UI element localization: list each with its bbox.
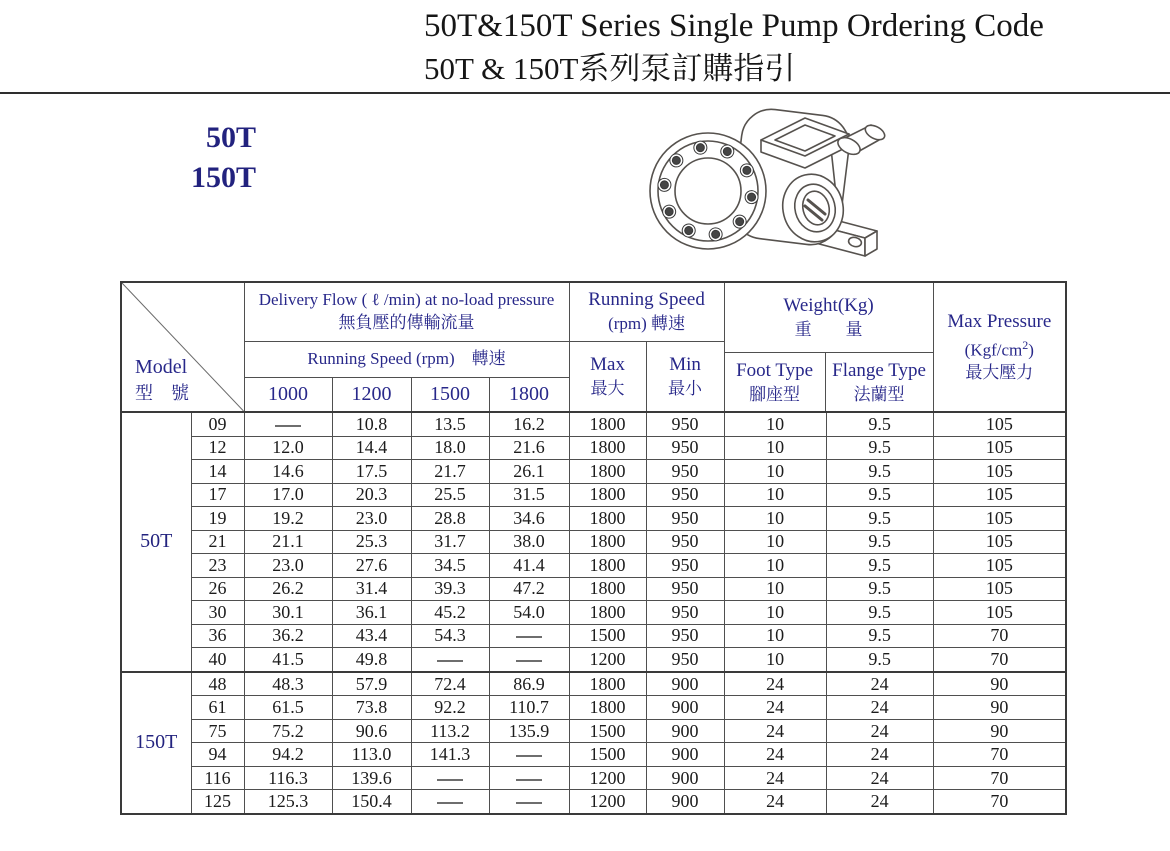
cell-weight-flange: 9.5	[826, 648, 933, 672]
cell-max-pressure: 105	[933, 577, 1066, 601]
cell-flow-1000: 19.2	[244, 507, 332, 531]
cell-flow-1000: 12.0	[244, 436, 332, 460]
cell-max-pressure: 70	[933, 766, 1066, 790]
cell-flow-1000: 36.2	[244, 624, 332, 648]
no-value-dash	[516, 802, 542, 804]
cell-weight-flange: 9.5	[826, 624, 933, 648]
cell-max-pressure: 105	[933, 554, 1066, 578]
cell-speed-min: 950	[646, 648, 724, 672]
cell-speed-max: 1500	[569, 719, 646, 743]
table-row	[121, 719, 1066, 743]
cell-flow-1500: 92.2	[411, 696, 489, 720]
flange-type-header: Flange Type 法蘭型	[832, 359, 926, 404]
page-title-zh: 50T & 150T系列泵訂購指引	[424, 51, 796, 86]
max-pressure-header: Max Pressure $(Kgf/cm^2)$ 最大壓力	[933, 282, 1066, 412]
cell-speed-max: 1800	[569, 577, 646, 601]
table-row	[121, 624, 1066, 648]
cell-model: 94	[191, 743, 244, 767]
cell-weight-foot: 10	[724, 624, 826, 648]
cell-model: 125	[191, 790, 244, 814]
cell-flow-1200: 20.3	[332, 483, 411, 507]
cell-flow-1800: 54.0	[489, 601, 569, 625]
cell-flow-1500: 13.5	[411, 412, 489, 436]
table-row	[121, 672, 1066, 696]
cell-max-pressure: 105	[933, 601, 1066, 625]
cell-flow-1200: 49.8	[332, 648, 411, 672]
cell-flow-1200: 31.4	[332, 577, 411, 601]
cell-max-pressure: 90	[933, 672, 1066, 696]
weight-header-cell	[724, 282, 933, 412]
cell-model: 09	[191, 412, 244, 436]
cell-max-pressure: 90	[933, 719, 1066, 743]
cell-weight-foot: 10	[724, 412, 826, 436]
cell-speed-min: 950	[646, 507, 724, 531]
cell-speed-min: 900	[646, 790, 724, 814]
cell-weight-foot: 10	[724, 507, 826, 531]
cell-speed-max: 1800	[569, 483, 646, 507]
speed-col-1200: 1200	[332, 377, 411, 412]
title-divider-rule	[0, 92, 1170, 94]
cell-weight-foot: 10	[724, 577, 826, 601]
cell-speed-max: 1200	[569, 766, 646, 790]
group-150t-rows	[121, 672, 1066, 814]
cell-speed-max: 1200	[569, 790, 646, 814]
table-row	[121, 554, 1066, 578]
cell-flow-1800: 86.9	[489, 672, 569, 696]
table-row	[121, 743, 1066, 767]
weight-header: Weight(Kg) 重 量	[725, 283, 933, 353]
cell-speed-max: 1500	[569, 743, 646, 767]
cell-flow-1200: 73.8	[332, 696, 411, 720]
pump-illustration	[633, 96, 913, 270]
cell-model: 14	[191, 460, 244, 484]
cell-speed-min: 950	[646, 436, 724, 460]
cell-speed-max: 1800	[569, 672, 646, 696]
cell-flow-1000: 125.3	[244, 790, 332, 814]
cell-flow-1800: 38.0	[489, 530, 569, 554]
cell-weight-flange: 24	[826, 672, 933, 696]
table-header	[121, 282, 1066, 412]
cell-flow-1500: 28.8	[411, 507, 489, 531]
max-pressure-unit: $(Kgf/cm^2)$	[964, 337, 1034, 360]
table-row	[121, 577, 1066, 601]
cell-speed-min: 950	[646, 601, 724, 625]
cell-weight-foot: 10	[724, 601, 826, 625]
cell-weight-foot: 24	[724, 719, 826, 743]
cell-flow-1500: 18.0	[411, 436, 489, 460]
cell-flow-1800: 47.2	[489, 577, 569, 601]
table-row	[121, 460, 1066, 484]
cell-flow-1800: 26.1	[489, 460, 569, 484]
cell-speed-min: 950	[646, 577, 724, 601]
cell-speed-max: 1800	[569, 696, 646, 720]
series-label	[188, 118, 256, 198]
cell-max-pressure: 70	[933, 790, 1066, 814]
group-label-150t: 150T	[121, 672, 191, 814]
cell-flow-1800: 34.6	[489, 507, 569, 531]
cell-model: 116	[191, 766, 244, 790]
no-value-dash	[516, 779, 542, 781]
cell-weight-foot: 10	[724, 648, 826, 672]
cell-flow-1000: 48.3	[244, 672, 332, 696]
spec-table	[120, 281, 1067, 815]
speed-col-1800: 1800	[489, 377, 569, 412]
cell-max-pressure: 105	[933, 460, 1066, 484]
cell-max-pressure: 70	[933, 648, 1066, 672]
cell-flow-1500: 72.4	[411, 672, 489, 696]
cell-weight-flange: 9.5	[826, 601, 933, 625]
flow-speed-subheader: Running Speed (rpm) 轉速	[244, 341, 569, 377]
speed-col-1500: 1500	[411, 377, 489, 412]
table-row	[121, 530, 1066, 554]
cell-weight-flange: 24	[826, 790, 933, 814]
cell-weight-foot: 10	[724, 436, 826, 460]
cell-flow-1200: 27.6	[332, 554, 411, 578]
table-row	[121, 790, 1066, 814]
cell-max-pressure: 105	[933, 412, 1066, 436]
cell-flow-1000: 94.2	[244, 743, 332, 767]
no-value-dash	[437, 660, 463, 662]
cell-flow-1200: 90.6	[332, 719, 411, 743]
foot-type-header: Foot Type 腳座型	[725, 353, 826, 411]
cell-model: 21	[191, 530, 244, 554]
cell-flow-1500: 21.7	[411, 460, 489, 484]
cell-model: 40	[191, 648, 244, 672]
table-row	[121, 507, 1066, 531]
series-label-150t: 150T	[190, 161, 256, 194]
cell-speed-min: 900	[646, 672, 724, 696]
cell-flow-1000: 41.5	[244, 648, 332, 672]
cell-speed-min: 950	[646, 554, 724, 578]
cell-flow-1200: 43.4	[332, 624, 411, 648]
no-value-dash	[516, 755, 542, 757]
cell-flow-1200: 150.4	[332, 790, 411, 814]
cell-flow-1500: 31.7	[411, 530, 489, 554]
cell-speed-max: 1800	[569, 554, 646, 578]
cell-speed-max: 1800	[569, 530, 646, 554]
table-row	[121, 412, 1066, 436]
cell-speed-min: 950	[646, 530, 724, 554]
cell-weight-foot: 24	[724, 696, 826, 720]
running-speed-header: Running Speed (rpm) 轉速	[569, 282, 724, 341]
cell-flow-1500: 45.2	[411, 601, 489, 625]
cell-weight-foot: 10	[724, 460, 826, 484]
no-value-dash	[437, 802, 463, 804]
cell-flow-1500: 141.3	[411, 743, 489, 767]
cell-flow-1000: 21.1	[244, 530, 332, 554]
cell-flow-1800	[489, 624, 569, 648]
cell-max-pressure: 105	[933, 530, 1066, 554]
cell-weight-flange: 9.5	[826, 483, 933, 507]
cell-speed-min: 900	[646, 743, 724, 767]
cell-model: 23	[191, 554, 244, 578]
cell-weight-flange: 9.5	[826, 554, 933, 578]
cell-flow-1800	[489, 790, 569, 814]
cell-max-pressure: 90	[933, 696, 1066, 720]
cell-flow-1200: 36.1	[332, 601, 411, 625]
group-label-50t: 50T	[121, 412, 191, 672]
cell-model: 12	[191, 436, 244, 460]
page-title	[424, 6, 1044, 88]
model-header-cell	[121, 282, 244, 412]
cell-max-pressure: 105	[933, 507, 1066, 531]
delivery-flow-header: Delivery Flow ( ℓ /min) at no-load pressure 無負壓的傳輸流量	[244, 282, 569, 341]
speed-col-1000: 1000	[244, 377, 332, 412]
cell-flow-1800: 16.2	[489, 412, 569, 436]
no-value-dash	[437, 779, 463, 781]
cell-weight-foot: 24	[724, 790, 826, 814]
cell-flow-1800	[489, 766, 569, 790]
cell-flow-1000	[244, 412, 332, 436]
series-label-50t: 50T	[205, 121, 256, 154]
cell-flow-1200: 23.0	[332, 507, 411, 531]
cell-weight-flange: 24	[826, 743, 933, 767]
cell-flow-1500	[411, 648, 489, 672]
model-header-label: Model 型 號	[135, 356, 189, 403]
table-row	[121, 648, 1066, 672]
table-row	[121, 766, 1066, 790]
table-row	[121, 696, 1066, 720]
cell-flow-1200: 139.6	[332, 766, 411, 790]
cell-speed-max: 1500	[569, 624, 646, 648]
cell-flow-1500: 25.5	[411, 483, 489, 507]
cell-speed-min: 900	[646, 766, 724, 790]
table-row	[121, 483, 1066, 507]
cell-speed-max: 1800	[569, 601, 646, 625]
max-subheader: Max 最大	[569, 341, 646, 412]
cell-flow-1500: 39.3	[411, 577, 489, 601]
cell-flow-1200: 113.0	[332, 743, 411, 767]
cell-model: 75	[191, 719, 244, 743]
cell-weight-flange: 9.5	[826, 412, 933, 436]
cell-flow-1200: 10.8	[332, 412, 411, 436]
cell-max-pressure: 70	[933, 743, 1066, 767]
cell-flow-1800	[489, 648, 569, 672]
gear-pump-drawing	[633, 96, 913, 270]
cell-flow-1000: 75.2	[244, 719, 332, 743]
cell-flow-1500: 54.3	[411, 624, 489, 648]
group-50t-rows	[121, 412, 1066, 672]
cell-flow-1200: 25.3	[332, 530, 411, 554]
cell-model: 61	[191, 696, 244, 720]
cell-weight-flange: 24	[826, 766, 933, 790]
cell-speed-max: 1800	[569, 436, 646, 460]
page-title-en: 50T&150T Series Single Pump Ordering Code	[424, 8, 1044, 44]
cell-weight-flange: 24	[826, 696, 933, 720]
cell-weight-flange: 9.5	[826, 530, 933, 554]
cell-flow-1000: 23.0	[244, 554, 332, 578]
cell-flow-1000: 61.5	[244, 696, 332, 720]
cell-weight-flange: 24	[826, 719, 933, 743]
cell-flow-1200: 17.5	[332, 460, 411, 484]
cell-flow-1800: 110.7	[489, 696, 569, 720]
cell-flow-1000: 116.3	[244, 766, 332, 790]
no-value-dash	[275, 425, 301, 427]
cell-max-pressure: 105	[933, 436, 1066, 460]
cell-flow-1000: 17.0	[244, 483, 332, 507]
cell-flow-1200: 14.4	[332, 436, 411, 460]
cell-model: 19	[191, 507, 244, 531]
cell-model: 48	[191, 672, 244, 696]
cell-speed-min: 950	[646, 412, 724, 436]
cell-weight-flange: 9.5	[826, 577, 933, 601]
cell-flow-1000: 14.6	[244, 460, 332, 484]
cell-flow-1800: 135.9	[489, 719, 569, 743]
cell-speed-min: 950	[646, 624, 724, 648]
no-value-dash	[516, 660, 542, 662]
cell-weight-foot: 10	[724, 483, 826, 507]
cell-weight-foot: 10	[724, 554, 826, 578]
cell-weight-foot: 10	[724, 530, 826, 554]
cell-model: 30	[191, 601, 244, 625]
cell-speed-min: 900	[646, 696, 724, 720]
cell-speed-max: 1800	[569, 412, 646, 436]
cell-model: 26	[191, 577, 244, 601]
cell-speed-max: 1800	[569, 460, 646, 484]
cell-flow-1500: 34.5	[411, 554, 489, 578]
cell-weight-flange: 9.5	[826, 436, 933, 460]
table-row	[121, 601, 1066, 625]
cell-weight-flange: 9.5	[826, 507, 933, 531]
cell-flow-1500	[411, 766, 489, 790]
cell-flow-1000: 26.2	[244, 577, 332, 601]
cell-max-pressure: 105	[933, 483, 1066, 507]
cell-speed-min: 950	[646, 460, 724, 484]
cell-flow-1200: 57.9	[332, 672, 411, 696]
no-value-dash	[516, 636, 542, 638]
cell-model: 36	[191, 624, 244, 648]
cell-flow-1800: 21.6	[489, 436, 569, 460]
cell-weight-foot: 24	[724, 743, 826, 767]
cell-flow-1800	[489, 743, 569, 767]
cell-speed-min: 950	[646, 483, 724, 507]
cell-weight-foot: 24	[724, 672, 826, 696]
cell-max-pressure: 70	[933, 624, 1066, 648]
cell-flow-1500	[411, 790, 489, 814]
cell-speed-min: 900	[646, 719, 724, 743]
cell-weight-flange: 9.5	[826, 460, 933, 484]
table-row	[121, 436, 1066, 460]
min-subheader: Min 最小	[646, 341, 724, 412]
cell-flow-1500: 113.2	[411, 719, 489, 743]
cell-speed-max: 1200	[569, 648, 646, 672]
cell-flow-1800: 41.4	[489, 554, 569, 578]
cell-flow-1000: 30.1	[244, 601, 332, 625]
cell-weight-foot: 24	[724, 766, 826, 790]
cell-speed-max: 1800	[569, 507, 646, 531]
cell-flow-1800: 31.5	[489, 483, 569, 507]
cell-model: 17	[191, 483, 244, 507]
